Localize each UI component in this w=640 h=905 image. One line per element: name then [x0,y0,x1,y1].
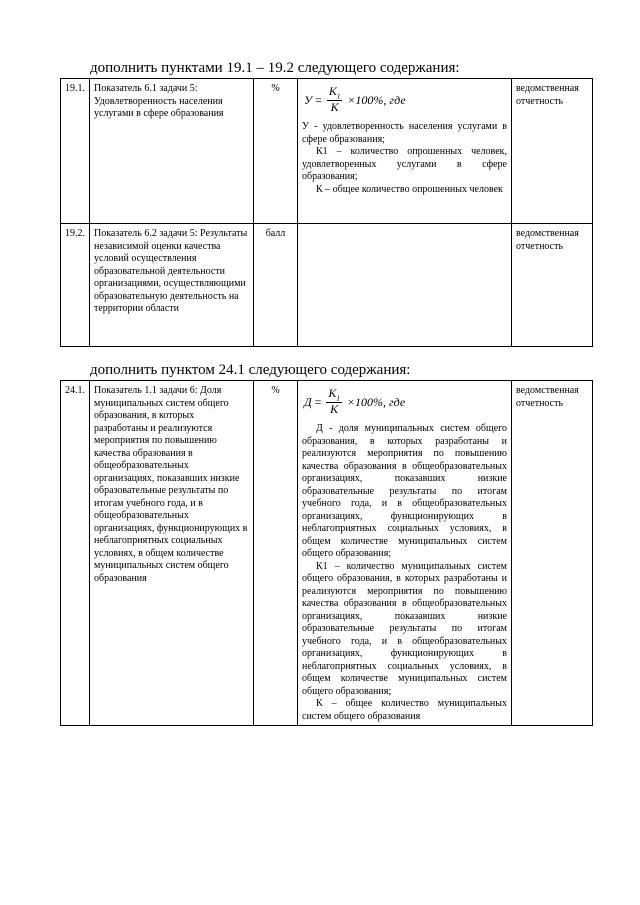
formula-desc: К – общее количество опрошенных человек [316,183,503,195]
section1-intro: дополнить пунктами 19.1 – 19.2 следующего содержания: [90,60,460,76]
table-row [61,381,593,726]
formula-lhs: У [304,92,313,107]
indicators-table-1 [60,78,593,347]
formula-lhs: Д [304,394,312,409]
formula-tail: ×100%, где [347,92,406,107]
indicators-table-2 [60,380,593,726]
row-number: 19.2. [61,224,90,347]
formula: У = $\frac{К_1}{К}$ ×100%, где [304,84,406,115]
formula-desc: К – общее количество муниципальных систем общего образования [302,698,507,722]
indicator-name: Показатель 6.2 задачи 5: Результаты независимой оценки качества условий осуществления образовательной деятельности организациями, осуществляющими образовательную деятельность на территории области [90,224,254,347]
calculation-method [298,381,512,726]
row-number: 24.1. [61,381,90,726]
formula: Д = $\frac{К_1}{К}$ ×100%, где [304,386,406,417]
indicator-unit: % [254,381,298,726]
indicator-name: Показатель 6.1 задачи 5: Удовлетворенность населения услугами в сфере образования [90,79,254,224]
formula-tail: ×100%, где [346,394,406,409]
formula-denominator: К [330,402,339,417]
formula-numerator: К [328,84,337,98]
indicator-unit: % [254,79,298,224]
calculation-method [298,79,512,224]
formula-numerator: К [328,386,337,400]
formula-denominator: К [330,100,339,115]
calculation-method [298,224,512,347]
formula-numerator-sub: 1 [336,394,340,403]
indicator-unit: балл [254,224,298,347]
data-source: ведомственная отчетность [512,79,593,224]
formula-fraction [326,387,341,417]
table-row [61,224,593,347]
formula-desc: К1 – количество муниципальных систем общего образования, в которых разработаны и реализуются мероприятия по повышению качества образования в общеобразовательных организациях, показавших низкие образовательные результаты по итогам учебного года, и в общеобразовательных организациях, функционирующих в неблагоприятных социальных условиях, в общем количестве муниципальных систем общего образования; [302,560,507,697]
formula-fraction [327,85,342,115]
formula-desc: У - удовлетворенность населения услугами в сфере образования; [302,121,507,145]
formula-numerator-sub: 1 [336,92,341,101]
data-source: ведомственная отчетность [512,224,593,347]
formula-desc: К1 – количество опрошенных человек, удовлетворенных услугами в сфере образования; [302,146,507,183]
formula-desc: Д - доля муниципальных систем общего образования, в которых разработаны и реализуются мероприятия по повышению качества образования в общеобразовательных организациях, показавших низкие образовательные результаты по итогам учебного года, и в общеобразовательных организациях, функционирующих в неблагоприятных социальных условиях, в общем количестве муниципальных систем общего образования; [302,423,507,560]
row-number: 19.1. [61,79,90,224]
data-source: ведомственная отчетность [512,381,593,726]
section2-intro: дополнить пунктом 24.1 следующего содержания: [90,362,411,378]
indicator-name: Показатель 1.1 задачи 6: Доля муниципальных систем общего образования, в которых разработаны и реализуются мероприятия по повышению качества образования в общеобразовательных организациях, показавших низкие образовательные результаты по итогам учебного года, и в общеобразовательных организациях, функционирующих в неблагоприятных социальных условиях, в общем количестве муниципальных систем общего образования [90,381,254,726]
table-row [61,79,593,224]
